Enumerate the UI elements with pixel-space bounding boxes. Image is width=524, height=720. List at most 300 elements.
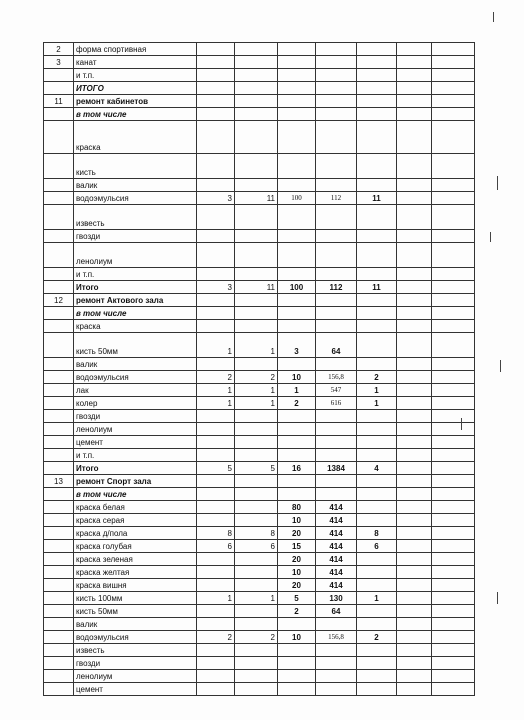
- empty-cell: [397, 358, 432, 371]
- row-number-cell: [44, 566, 74, 579]
- value-cell: 8: [197, 527, 235, 540]
- value-cell: 11: [235, 192, 278, 205]
- value-cell: [278, 436, 316, 449]
- row-number-cell: [44, 683, 74, 696]
- empty-cell: [432, 268, 475, 281]
- row-number-cell: [44, 579, 74, 592]
- value-cell: [278, 618, 316, 631]
- empty-cell: [432, 320, 475, 333]
- value-cell: [278, 657, 316, 670]
- empty-cell: [432, 410, 475, 423]
- value-cell: [235, 410, 278, 423]
- value-cell: [235, 82, 278, 95]
- value-cell: [357, 436, 397, 449]
- item-name-cell: Итого: [74, 281, 197, 294]
- value-cell: [316, 243, 357, 268]
- empty-cell: [432, 230, 475, 243]
- value-cell: [357, 69, 397, 82]
- item-name-cell: кисть 50мм: [74, 605, 197, 618]
- table-row: [44, 268, 475, 281]
- item-name-cell: в том числе: [74, 488, 197, 501]
- item-name-cell: в том числе: [74, 108, 197, 121]
- item-name-cell: ремонт Спорт зала: [74, 475, 197, 488]
- empty-cell: [397, 683, 432, 696]
- empty-cell: [432, 358, 475, 371]
- item-name-cell: краска голубая: [74, 540, 197, 553]
- table-row: [44, 462, 475, 475]
- value-cell: 64: [316, 605, 357, 618]
- table-row: [44, 82, 475, 95]
- item-name-cell: лак: [74, 384, 197, 397]
- value-cell: 414: [316, 501, 357, 514]
- row-number-cell: 11: [44, 95, 74, 108]
- row-number-cell: [44, 488, 74, 501]
- empty-cell: [397, 475, 432, 488]
- value-cell: [197, 410, 235, 423]
- empty-cell: [397, 307, 432, 320]
- empty-cell: [432, 683, 475, 696]
- value-cell: 616: [316, 397, 357, 410]
- value-cell: 2: [278, 397, 316, 410]
- value-cell: [357, 579, 397, 592]
- scan-mark: [497, 592, 498, 604]
- value-cell: [235, 320, 278, 333]
- value-cell: 5: [235, 462, 278, 475]
- empty-cell: [432, 449, 475, 462]
- row-number-cell: [44, 121, 74, 154]
- empty-cell: [397, 540, 432, 553]
- value-cell: [235, 579, 278, 592]
- table-row: [44, 69, 475, 82]
- empty-cell: [397, 154, 432, 179]
- empty-cell: [432, 95, 475, 108]
- empty-cell: [432, 423, 475, 436]
- row-number-cell: [44, 281, 74, 294]
- value-cell: [357, 205, 397, 230]
- table-row: [44, 553, 475, 566]
- value-cell: 1: [197, 592, 235, 605]
- item-name-cell: известь: [74, 205, 197, 230]
- row-number-cell: [44, 540, 74, 553]
- value-cell: 100: [278, 281, 316, 294]
- item-name-cell: и т.п.: [74, 69, 197, 82]
- value-cell: 1: [357, 384, 397, 397]
- value-cell: [197, 423, 235, 436]
- row-number-cell: [44, 462, 74, 475]
- value-cell: [278, 294, 316, 307]
- item-name-cell: краска: [74, 320, 197, 333]
- table-row: [44, 592, 475, 605]
- item-name-cell: водоэмульсия: [74, 192, 197, 205]
- value-cell: [357, 423, 397, 436]
- empty-cell: [397, 592, 432, 605]
- value-cell: [278, 423, 316, 436]
- empty-cell: [397, 423, 432, 436]
- value-cell: [197, 475, 235, 488]
- value-cell: 1: [235, 384, 278, 397]
- value-cell: [197, 307, 235, 320]
- empty-cell: [432, 82, 475, 95]
- empty-cell: [397, 462, 432, 475]
- item-name-cell: валик: [74, 179, 197, 192]
- row-number-cell: [44, 192, 74, 205]
- value-cell: 414: [316, 527, 357, 540]
- empty-cell: [397, 410, 432, 423]
- item-name-cell: водоэмульсия: [74, 631, 197, 644]
- value-cell: [316, 644, 357, 657]
- empty-cell: [432, 631, 475, 644]
- value-cell: [235, 43, 278, 56]
- item-name-cell: краска серая: [74, 514, 197, 527]
- value-cell: [235, 423, 278, 436]
- empty-cell: [397, 192, 432, 205]
- value-cell: [357, 566, 397, 579]
- value-cell: 112: [316, 192, 357, 205]
- value-cell: [316, 449, 357, 462]
- value-cell: [235, 205, 278, 230]
- table-row: [44, 449, 475, 462]
- value-cell: [316, 358, 357, 371]
- table-row: [44, 397, 475, 410]
- table-row: [44, 43, 475, 56]
- value-cell: 10: [278, 514, 316, 527]
- value-cell: [197, 121, 235, 154]
- row-number-cell: [44, 230, 74, 243]
- value-cell: [235, 56, 278, 69]
- value-cell: [278, 43, 316, 56]
- value-cell: [278, 683, 316, 696]
- empty-cell: [432, 553, 475, 566]
- table-row: [44, 540, 475, 553]
- item-name-cell: валик: [74, 358, 197, 371]
- value-cell: 414: [316, 514, 357, 527]
- value-cell: [197, 243, 235, 268]
- item-name-cell: краска белая: [74, 501, 197, 514]
- value-cell: [316, 95, 357, 108]
- value-cell: [278, 488, 316, 501]
- table-row: [44, 670, 475, 683]
- empty-cell: [397, 205, 432, 230]
- empty-cell: [432, 657, 475, 670]
- value-cell: 11: [235, 281, 278, 294]
- item-name-cell: гвозди: [74, 657, 197, 670]
- value-cell: 2: [357, 631, 397, 644]
- value-cell: 20: [278, 579, 316, 592]
- value-cell: [357, 605, 397, 618]
- empty-cell: [432, 281, 475, 294]
- value-cell: [278, 82, 316, 95]
- value-cell: [235, 501, 278, 514]
- empty-cell: [397, 95, 432, 108]
- row-number-cell: [44, 553, 74, 566]
- value-cell: [316, 436, 357, 449]
- scan-mark: [497, 176, 498, 190]
- row-number-cell: [44, 410, 74, 423]
- value-cell: [357, 358, 397, 371]
- table-row: [44, 56, 475, 69]
- value-cell: [197, 358, 235, 371]
- item-name-cell: краска вишня: [74, 579, 197, 592]
- value-cell: 2: [197, 371, 235, 384]
- empty-cell: [432, 579, 475, 592]
- empty-cell: [432, 670, 475, 683]
- empty-cell: [432, 205, 475, 230]
- item-name-cell: ремонт Актового зала: [74, 294, 197, 307]
- empty-cell: [397, 43, 432, 56]
- row-number-cell: [44, 268, 74, 281]
- value-cell: 547: [316, 384, 357, 397]
- value-cell: [316, 121, 357, 154]
- value-cell: [235, 657, 278, 670]
- value-cell: 6: [357, 540, 397, 553]
- empty-cell: [432, 618, 475, 631]
- value-cell: [197, 657, 235, 670]
- value-cell: [357, 657, 397, 670]
- value-cell: [357, 230, 397, 243]
- value-cell: 2: [278, 605, 316, 618]
- item-name-cell: гвозди: [74, 410, 197, 423]
- value-cell: 1: [357, 397, 397, 410]
- value-cell: [235, 179, 278, 192]
- value-cell: [197, 449, 235, 462]
- value-cell: [197, 56, 235, 69]
- row-number-cell: [44, 243, 74, 268]
- value-cell: [197, 644, 235, 657]
- value-cell: [235, 230, 278, 243]
- value-cell: [316, 108, 357, 121]
- value-cell: 11: [357, 192, 397, 205]
- value-cell: [316, 82, 357, 95]
- item-name-cell: гвозди: [74, 230, 197, 243]
- value-cell: [197, 95, 235, 108]
- value-cell: [235, 121, 278, 154]
- value-cell: 10: [278, 631, 316, 644]
- table-row: [44, 384, 475, 397]
- empty-cell: [397, 268, 432, 281]
- empty-cell: [432, 397, 475, 410]
- value-cell: [278, 410, 316, 423]
- value-cell: 1: [197, 397, 235, 410]
- value-cell: [357, 320, 397, 333]
- value-cell: 2: [197, 631, 235, 644]
- empty-cell: [432, 501, 475, 514]
- value-cell: 8: [357, 527, 397, 540]
- row-number-cell: [44, 397, 74, 410]
- value-cell: [235, 294, 278, 307]
- value-cell: [316, 43, 357, 56]
- value-cell: 64: [316, 333, 357, 358]
- row-number-cell: [44, 371, 74, 384]
- value-cell: 156,8: [316, 371, 357, 384]
- value-cell: [235, 605, 278, 618]
- table-row: [44, 423, 475, 436]
- item-name-cell: цемент: [74, 683, 197, 696]
- row-number-cell: [44, 514, 74, 527]
- value-cell: [316, 230, 357, 243]
- table-row: [44, 179, 475, 192]
- row-number-cell: 12: [44, 294, 74, 307]
- row-number-cell: [44, 605, 74, 618]
- empty-cell: [397, 69, 432, 82]
- empty-cell: [397, 579, 432, 592]
- value-cell: 2: [235, 371, 278, 384]
- value-cell: [278, 95, 316, 108]
- value-cell: [235, 449, 278, 462]
- value-cell: 1: [278, 384, 316, 397]
- row-number-cell: [44, 307, 74, 320]
- value-cell: [235, 95, 278, 108]
- empty-cell: [432, 121, 475, 154]
- value-cell: [278, 205, 316, 230]
- value-cell: [197, 108, 235, 121]
- empty-cell: [397, 631, 432, 644]
- empty-cell: [432, 566, 475, 579]
- item-name-cell: краска зеленая: [74, 553, 197, 566]
- value-cell: [357, 683, 397, 696]
- empty-cell: [397, 121, 432, 154]
- value-cell: 2: [357, 371, 397, 384]
- row-number-cell: [44, 592, 74, 605]
- empty-cell: [432, 43, 475, 56]
- value-cell: [278, 307, 316, 320]
- item-name-cell: валик: [74, 618, 197, 631]
- item-name-cell: и т.п.: [74, 449, 197, 462]
- value-cell: [235, 644, 278, 657]
- value-cell: [235, 618, 278, 631]
- row-number-cell: [44, 527, 74, 540]
- value-cell: [316, 307, 357, 320]
- item-name-cell: в том числе: [74, 307, 197, 320]
- value-cell: 156,8: [316, 631, 357, 644]
- value-cell: [197, 294, 235, 307]
- value-cell: [235, 108, 278, 121]
- item-name-cell: ленолиум: [74, 243, 197, 268]
- value-cell: 100: [278, 192, 316, 205]
- value-cell: [278, 121, 316, 154]
- item-name-cell: ленолиум: [74, 423, 197, 436]
- item-name-cell: ИТОГО: [74, 82, 197, 95]
- value-cell: [278, 358, 316, 371]
- scan-mark: [461, 418, 462, 430]
- value-cell: [197, 154, 235, 179]
- row-number-cell: [44, 423, 74, 436]
- value-cell: [278, 670, 316, 683]
- item-name-cell: кисть 100мм: [74, 592, 197, 605]
- value-cell: 5: [197, 462, 235, 475]
- empty-cell: [397, 670, 432, 683]
- empty-cell: [432, 371, 475, 384]
- value-cell: [357, 307, 397, 320]
- value-cell: 1: [235, 333, 278, 358]
- row-number-cell: 2: [44, 43, 74, 56]
- value-cell: [197, 230, 235, 243]
- row-number-cell: [44, 179, 74, 192]
- value-cell: [316, 154, 357, 179]
- table-row: [44, 631, 475, 644]
- value-cell: 8: [235, 527, 278, 540]
- row-number-cell: [44, 108, 74, 121]
- value-cell: [235, 69, 278, 82]
- empty-cell: [432, 154, 475, 179]
- table-row: [44, 475, 475, 488]
- table-row: [44, 657, 475, 670]
- row-number-cell: [44, 82, 74, 95]
- table-row: [44, 488, 475, 501]
- value-cell: 10: [278, 371, 316, 384]
- value-cell: [278, 179, 316, 192]
- value-cell: [357, 514, 397, 527]
- value-cell: [316, 670, 357, 683]
- value-cell: [197, 579, 235, 592]
- value-cell: [278, 154, 316, 179]
- empty-cell: [432, 540, 475, 553]
- table-row: [44, 683, 475, 696]
- item-name-cell: ленолиум: [74, 670, 197, 683]
- empty-cell: [432, 527, 475, 540]
- value-cell: [197, 618, 235, 631]
- empty-cell: [397, 618, 432, 631]
- empty-cell: [432, 488, 475, 501]
- empty-cell: [432, 56, 475, 69]
- table-row: [44, 121, 475, 154]
- row-number-cell: [44, 644, 74, 657]
- value-cell: 5: [278, 592, 316, 605]
- value-cell: 1: [197, 333, 235, 358]
- value-cell: [278, 69, 316, 82]
- value-cell: [278, 475, 316, 488]
- table-row: [44, 281, 475, 294]
- value-cell: [316, 423, 357, 436]
- table-row: [44, 358, 475, 371]
- value-cell: 10: [278, 566, 316, 579]
- value-cell: [357, 121, 397, 154]
- value-cell: 414: [316, 579, 357, 592]
- value-cell: [357, 410, 397, 423]
- row-number-cell: [44, 205, 74, 230]
- empty-cell: [397, 449, 432, 462]
- empty-cell: [432, 294, 475, 307]
- row-number-cell: [44, 631, 74, 644]
- value-cell: [235, 243, 278, 268]
- row-number-cell: [44, 618, 74, 631]
- scan-mark: [500, 360, 501, 372]
- value-cell: [357, 108, 397, 121]
- value-cell: [235, 553, 278, 566]
- value-cell: [357, 501, 397, 514]
- value-cell: [357, 553, 397, 566]
- value-cell: 2: [235, 631, 278, 644]
- empty-cell: [397, 281, 432, 294]
- empty-cell: [432, 592, 475, 605]
- value-cell: [278, 243, 316, 268]
- empty-cell: [432, 384, 475, 397]
- table-row: [44, 566, 475, 579]
- value-cell: [316, 657, 357, 670]
- item-name-cell: водоэмульсия: [74, 371, 197, 384]
- budget-table: [43, 42, 475, 696]
- value-cell: [357, 618, 397, 631]
- value-cell: [316, 410, 357, 423]
- item-name-cell: Итого: [74, 462, 197, 475]
- value-cell: [197, 320, 235, 333]
- item-name-cell: канат: [74, 56, 197, 69]
- value-cell: [197, 69, 235, 82]
- value-cell: [235, 307, 278, 320]
- item-name-cell: краска желтая: [74, 566, 197, 579]
- value-cell: [197, 670, 235, 683]
- value-cell: [278, 230, 316, 243]
- value-cell: [316, 56, 357, 69]
